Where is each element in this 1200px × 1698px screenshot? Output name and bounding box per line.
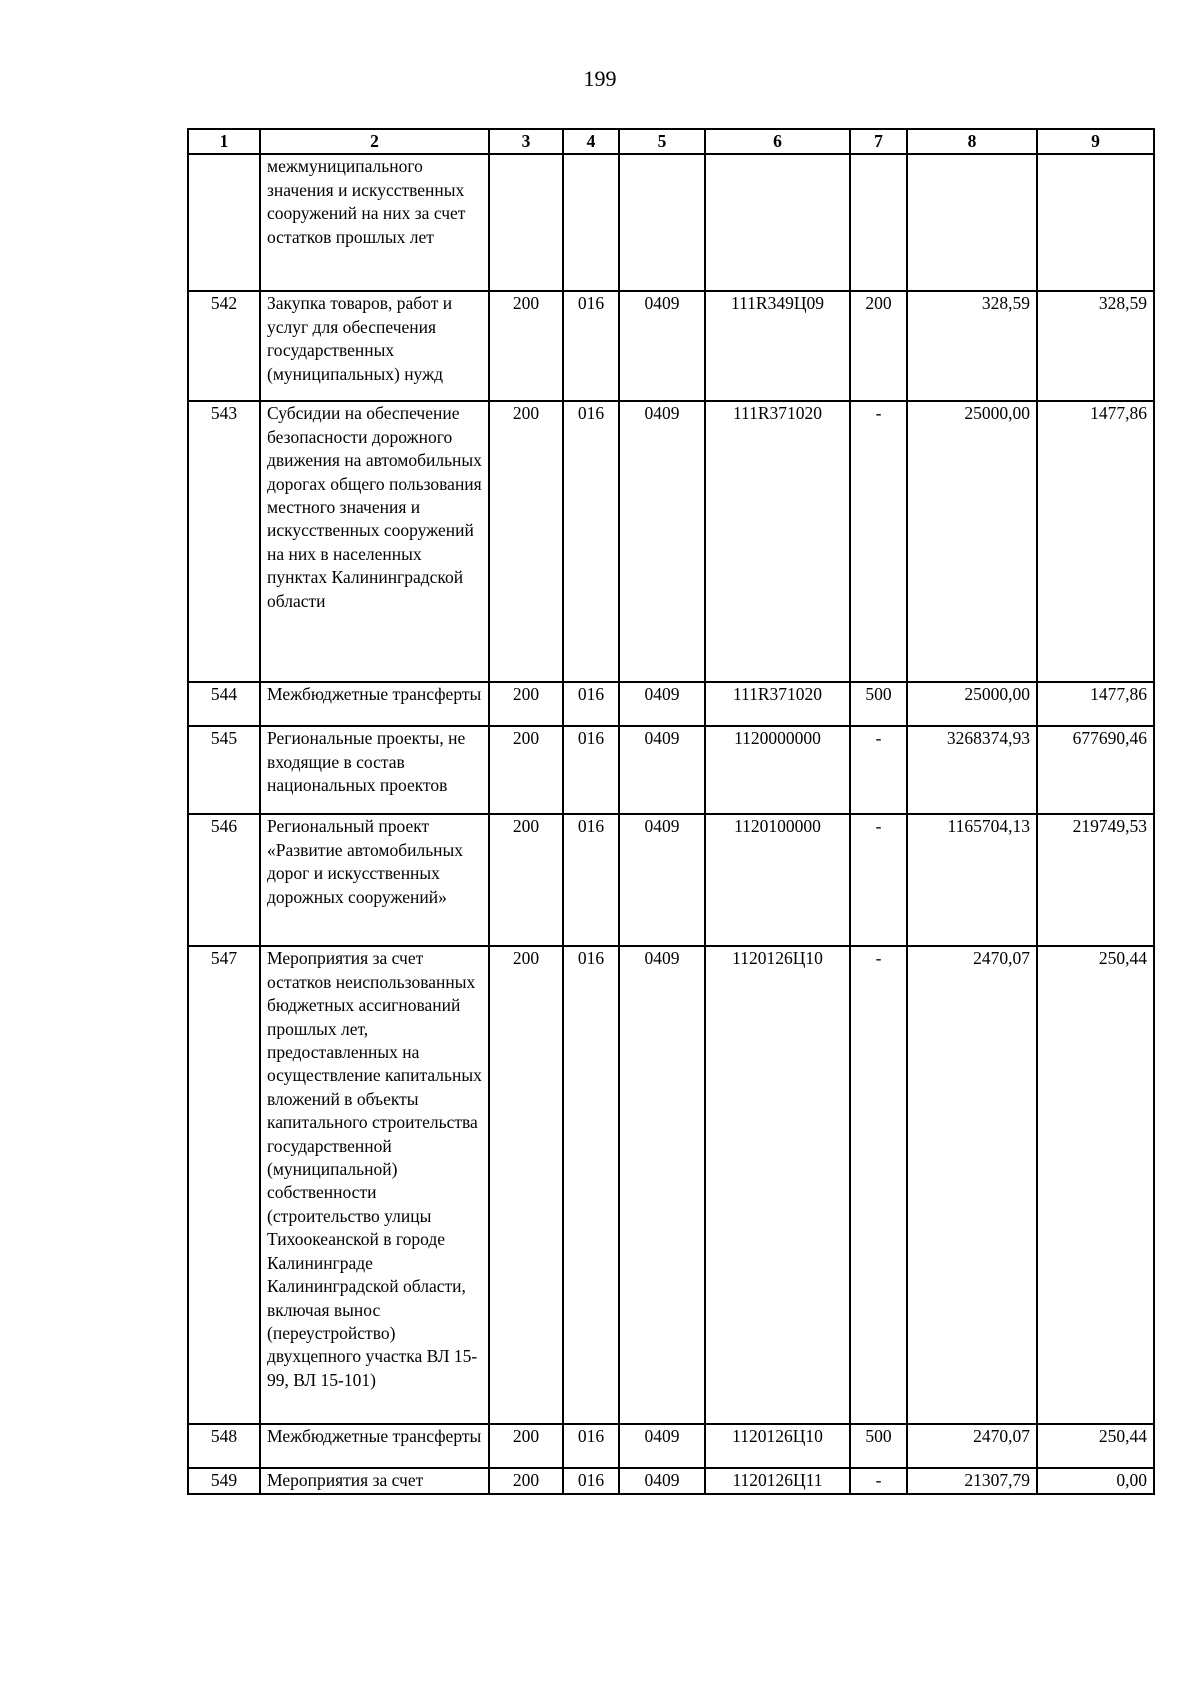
row-name-cell: Региональный проект «Развитие автомобильных дорог и искусственных дорожных сооружений»	[260, 814, 489, 946]
col6-cell: 1120100000	[705, 814, 850, 946]
row-name-cell: Закупка товаров, работ и услуг для обеспечения государственных (муниципальных) нужд	[260, 291, 489, 401]
table-row	[188, 814, 1154, 946]
table-row	[188, 1424, 1154, 1468]
col6-cell: 111R371020	[705, 682, 850, 726]
col4-cell: 016	[563, 946, 619, 1424]
column-header-9: 9	[1037, 129, 1154, 154]
col6-cell: 1120126Ц10	[705, 946, 850, 1424]
col5-cell: 0409	[619, 946, 705, 1424]
col5-cell	[619, 154, 705, 291]
row-name-cell: Региональные проекты, не входящие в состав национальных проектов	[260, 726, 489, 814]
row-number-cell: 544	[188, 682, 260, 726]
col4-cell: 016	[563, 814, 619, 946]
column-header-7: 7	[850, 129, 907, 154]
col7-cell: -	[850, 814, 907, 946]
col6-cell	[705, 154, 850, 291]
row-number-cell: 549	[188, 1468, 260, 1494]
row-name-cell: Межбюджетные трансферты	[260, 682, 489, 726]
col3-cell: 200	[489, 726, 563, 814]
col3-cell: 200	[489, 291, 563, 401]
col8-amount-cell: 3268374,93	[907, 726, 1037, 814]
row-number-cell: 548	[188, 1424, 260, 1468]
column-header-8: 8	[907, 129, 1037, 154]
col6-cell: 111R349Ц09	[705, 291, 850, 401]
col8-amount-cell: 25000,00	[907, 401, 1037, 682]
col8-amount-cell: 21307,79	[907, 1468, 1037, 1494]
col3-cell: 200	[489, 946, 563, 1424]
col7-cell: -	[850, 726, 907, 814]
col7-cell: -	[850, 1468, 907, 1494]
table-body	[188, 154, 1154, 1494]
table-header	[188, 129, 1154, 154]
col6-cell: 111R371020	[705, 401, 850, 682]
col5-cell: 0409	[619, 1468, 705, 1494]
col9-amount-cell: 1477,86	[1037, 682, 1154, 726]
col9-amount-cell: 1477,86	[1037, 401, 1154, 682]
col5-cell: 0409	[619, 291, 705, 401]
table-row	[188, 682, 1154, 726]
col3-cell: 200	[489, 1468, 563, 1494]
col8-amount-cell	[907, 154, 1037, 291]
col9-amount-cell: 0,00	[1037, 1468, 1154, 1494]
col6-cell: 1120000000	[705, 726, 850, 814]
col4-cell	[563, 154, 619, 291]
col7-cell: 500	[850, 1424, 907, 1468]
col3-cell	[489, 154, 563, 291]
col5-cell: 0409	[619, 1424, 705, 1468]
col4-cell: 016	[563, 401, 619, 682]
row-number-cell: 543	[188, 401, 260, 682]
row-name-cell: Межбюджетные трансферты	[260, 1424, 489, 1468]
table-row	[188, 401, 1154, 682]
col5-cell: 0409	[619, 814, 705, 946]
col4-cell: 016	[563, 291, 619, 401]
col7-cell: 200	[850, 291, 907, 401]
table-row	[188, 154, 1154, 291]
col3-cell: 200	[489, 1424, 563, 1468]
budget-table	[187, 128, 1155, 1495]
col7-cell: -	[850, 401, 907, 682]
col7-cell	[850, 154, 907, 291]
col4-cell: 016	[563, 1424, 619, 1468]
column-header-4: 4	[563, 129, 619, 154]
col8-amount-cell: 2470,07	[907, 1424, 1037, 1468]
col7-cell: 500	[850, 682, 907, 726]
row-number-cell	[188, 154, 260, 291]
table-row	[188, 946, 1154, 1424]
col8-amount-cell: 2470,07	[907, 946, 1037, 1424]
col3-cell: 200	[489, 682, 563, 726]
col8-amount-cell: 1165704,13	[907, 814, 1037, 946]
col6-cell: 1120126Ц11	[705, 1468, 850, 1494]
col4-cell: 016	[563, 1468, 619, 1494]
col9-amount-cell: 219749,53	[1037, 814, 1154, 946]
col8-amount-cell: 25000,00	[907, 682, 1037, 726]
header-row	[188, 129, 1154, 154]
row-name-cell: Субсидии на обеспечение безопасности дорожного движения на автомобильных дорогах общего пользования местного значения и искусственных сооружений на них в населенных пунктах Калининградской области	[260, 401, 489, 682]
col9-amount-cell: 328,59	[1037, 291, 1154, 401]
column-header-2: 2	[260, 129, 489, 154]
page-number: 199	[583, 66, 617, 91]
row-name-cell: межмуниципального значения и искусственных сооружений на них за счет остатков прошлых лет	[260, 154, 489, 291]
table-row	[188, 291, 1154, 401]
column-header-6: 6	[705, 129, 850, 154]
col7-cell: -	[850, 946, 907, 1424]
col8-amount-cell: 328,59	[907, 291, 1037, 401]
col5-cell: 0409	[619, 401, 705, 682]
row-name-cell: Мероприятия за счет остатков неиспользованных бюджетных ассигнований прошлых лет, предоставленных на осуществление капитальных вложений в объекты капитального строительства государственной (муниципальной) собственности (строительство улицы Тихоокеанской в городе Калининграде Калининградской области, включая вынос (переустройство) двухцепного участка ВЛ 15-99, ВЛ 15-101)	[260, 946, 489, 1424]
column-header-1: 1	[188, 129, 260, 154]
table-row	[188, 726, 1154, 814]
col4-cell: 016	[563, 682, 619, 726]
column-header-5: 5	[619, 129, 705, 154]
row-number-cell: 545	[188, 726, 260, 814]
col9-amount-cell	[1037, 154, 1154, 291]
col6-cell: 1120126Ц10	[705, 1424, 850, 1468]
row-number-cell: 542	[188, 291, 260, 401]
col5-cell: 0409	[619, 726, 705, 814]
col9-amount-cell: 677690,46	[1037, 726, 1154, 814]
col4-cell: 016	[563, 726, 619, 814]
column-header-3: 3	[489, 129, 563, 154]
col3-cell: 200	[489, 814, 563, 946]
row-number-cell: 546	[188, 814, 260, 946]
col5-cell: 0409	[619, 682, 705, 726]
col3-cell: 200	[489, 401, 563, 682]
row-number-cell: 547	[188, 946, 260, 1424]
row-name-cell: Мероприятия за счет	[260, 1468, 489, 1494]
table-row	[188, 1468, 1154, 1494]
col9-amount-cell: 250,44	[1037, 1424, 1154, 1468]
col9-amount-cell: 250,44	[1037, 946, 1154, 1424]
